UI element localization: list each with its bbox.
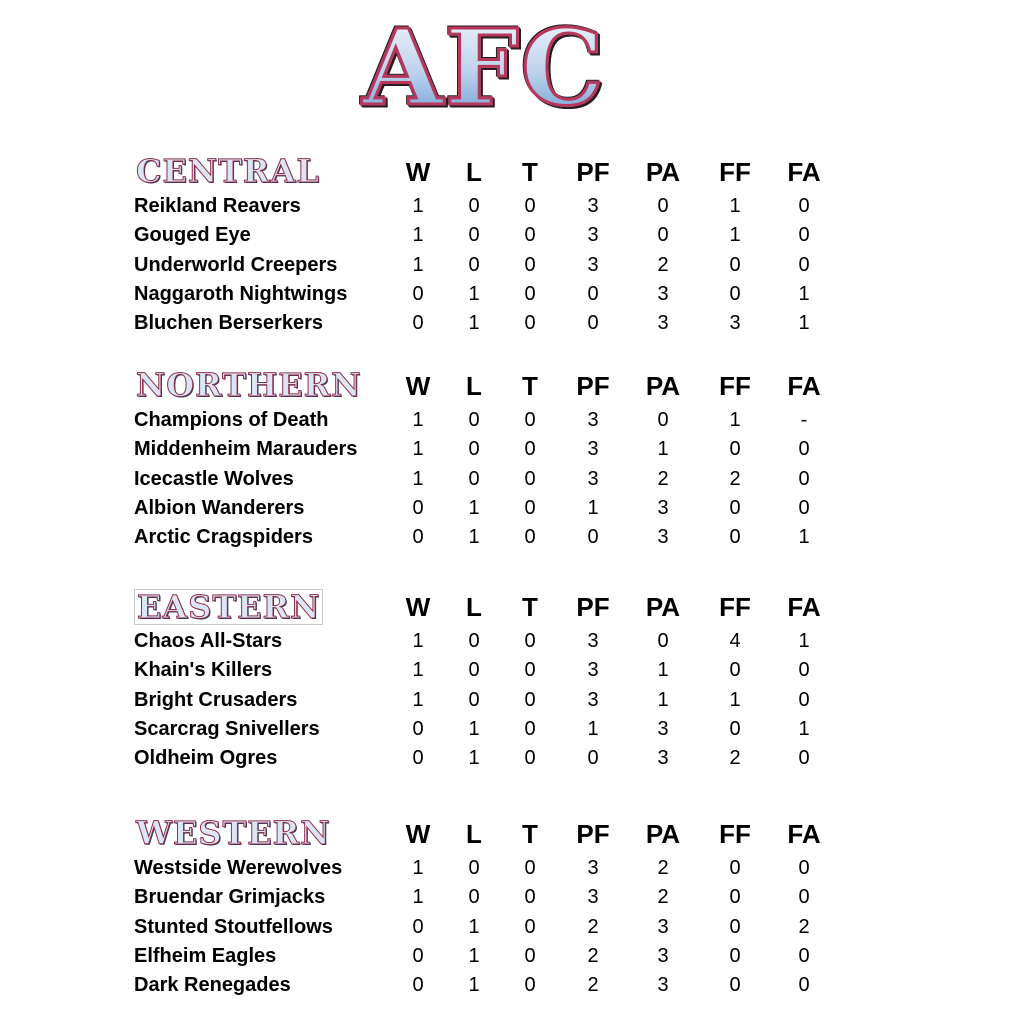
stat-fa: 1 — [798, 282, 810, 305]
col-head-l: L — [466, 371, 482, 401]
col-head-t: T — [522, 157, 538, 187]
team-name: Bright Crusaders — [134, 688, 298, 711]
stat-l: 0 — [468, 253, 480, 276]
stat-fa: 0 — [798, 467, 810, 490]
table-row — [134, 251, 854, 280]
title-initial: CENTRAL — [136, 152, 320, 190]
stat-l: 1 — [468, 944, 480, 967]
division-title — [134, 816, 332, 850]
division-header — [134, 814, 854, 854]
table-row — [134, 883, 854, 912]
stat-fa: 0 — [798, 224, 810, 247]
stat-t: 0 — [524, 630, 536, 652]
table-row — [134, 221, 854, 250]
stat-pf: 0 — [587, 747, 599, 770]
team-name: Albion Wanderers — [134, 496, 305, 519]
table-row — [134, 309, 854, 338]
stat-fa: 0 — [798, 857, 810, 879]
table-row — [134, 523, 854, 552]
stat-w: 1 — [412, 857, 424, 879]
team-name: Scarcrag Snivellers — [134, 717, 320, 740]
col-head-t: T — [522, 371, 538, 401]
stat-fa: 0 — [798, 974, 810, 997]
col-head-fa: FA — [787, 592, 821, 622]
division-western — [134, 814, 854, 1000]
col-head-l: L — [466, 157, 482, 187]
stat-pa: 0 — [657, 224, 669, 247]
stat-l: 1 — [468, 312, 480, 335]
stat-l: 1 — [468, 496, 480, 519]
stat-ff: 0 — [729, 857, 741, 879]
stat-ff: 2 — [729, 747, 741, 770]
stat-l: 1 — [468, 974, 480, 997]
table-row — [134, 854, 854, 883]
stat-pf: 1 — [587, 717, 599, 740]
col-head-pa: PA — [645, 157, 681, 187]
stat-pf: 2 — [587, 915, 599, 938]
stat-t: 0 — [524, 944, 536, 967]
col-head-pf: PF — [576, 157, 610, 187]
stat-l: 0 — [468, 409, 480, 431]
stat-l: 0 — [468, 886, 480, 909]
stat-w: 1 — [412, 438, 424, 461]
stat-pa: 0 — [657, 195, 669, 217]
stat-ff: 0 — [729, 253, 741, 276]
stat-fa: 1 — [798, 312, 810, 335]
team-name: Reikland Reavers — [134, 195, 301, 217]
stat-l: 0 — [468, 195, 480, 217]
stat-pa: 3 — [657, 526, 669, 549]
team-name: Middenheim Marauders — [134, 438, 358, 461]
stat-pa: 1 — [657, 688, 669, 711]
table-row — [134, 744, 854, 773]
team-name: Icecastle Wolves — [134, 467, 294, 490]
stat-pa: 2 — [657, 857, 669, 879]
division-eastern — [134, 587, 854, 773]
stat-w: 1 — [412, 688, 424, 711]
stat-t: 0 — [524, 688, 536, 711]
stat-l: 0 — [468, 438, 480, 461]
stat-pf: 3 — [587, 467, 599, 490]
table-row — [134, 192, 854, 221]
stat-w: 1 — [412, 659, 424, 682]
stat-ff: 1 — [729, 195, 741, 217]
col-head-t: T — [522, 592, 538, 622]
col-head-t: T — [522, 819, 538, 849]
stat-fa: 1 — [798, 630, 810, 652]
division-title — [134, 154, 322, 188]
team-rows — [134, 627, 854, 773]
stat-pf: 2 — [587, 944, 599, 967]
stat-fa: 2 — [798, 915, 810, 938]
team-rows — [134, 406, 854, 552]
stat-t: 0 — [524, 659, 536, 682]
stat-pf: 1 — [587, 496, 599, 519]
stat-ff: 0 — [729, 915, 741, 938]
stat-w: 0 — [412, 312, 424, 335]
stat-fa: 0 — [798, 438, 810, 461]
table-row — [134, 656, 854, 685]
team-name: Naggaroth Nightwings — [134, 282, 348, 305]
title-initial: WESTERN — [136, 814, 331, 852]
col-head-pa: PA — [645, 819, 681, 849]
stat-fa: 0 — [798, 688, 810, 711]
col-head-pa: PA — [645, 592, 681, 622]
stat-w: 1 — [412, 224, 424, 247]
team-name: Champions of Death — [134, 409, 329, 431]
table-row — [134, 465, 854, 494]
stat-pf: 0 — [587, 526, 599, 549]
col-head-w: W — [405, 157, 431, 187]
table-row — [134, 627, 854, 656]
division-central — [134, 152, 854, 338]
col-head-fa: FA — [787, 819, 821, 849]
stat-pf: 0 — [587, 282, 599, 305]
team-name: Dark Renegades — [134, 974, 291, 997]
division-header — [134, 587, 854, 627]
stat-fa: 0 — [798, 944, 810, 967]
stat-ff: 1 — [729, 688, 741, 711]
stat-t: 0 — [524, 717, 536, 740]
team-name: Oldheim Ogres — [134, 747, 278, 770]
stat-pf: 3 — [587, 857, 599, 879]
stat-fa: 0 — [798, 195, 810, 217]
stat-l: 0 — [468, 467, 480, 490]
stat-pf: 3 — [587, 253, 599, 276]
col-head-ff: FF — [719, 592, 751, 622]
stat-l: 1 — [468, 282, 480, 305]
col-head-pa: PA — [645, 371, 681, 401]
stat-fa: 0 — [798, 253, 810, 276]
title-initial: NORTHERN — [136, 366, 362, 404]
table-row — [134, 280, 854, 309]
stat-w: 0 — [412, 496, 424, 519]
team-rows — [134, 192, 854, 338]
stat-ff: 0 — [729, 438, 741, 461]
stat-w: 0 — [412, 944, 424, 967]
stat-pf: 3 — [587, 688, 599, 711]
division-title — [134, 368, 363, 402]
stat-t: 0 — [524, 526, 536, 549]
team-name: Chaos All-Stars — [134, 630, 283, 652]
col-head-fa: FA — [787, 371, 821, 401]
stat-pa: 0 — [657, 409, 669, 431]
stat-ff: 0 — [729, 282, 741, 305]
col-head-pf: PF — [576, 819, 610, 849]
col-head-w: W — [405, 592, 431, 622]
team-name: Elfheim Eagles — [134, 944, 277, 967]
stat-fa: 0 — [798, 886, 810, 909]
stat-pf: 3 — [587, 195, 599, 217]
col-head-ff: FF — [719, 371, 751, 401]
col-head-ff: FF — [719, 157, 751, 187]
table-row — [134, 715, 854, 744]
stat-ff: 0 — [729, 526, 741, 549]
stat-fa: 0 — [798, 747, 810, 770]
stat-t: 0 — [524, 915, 536, 938]
stat-pa: 1 — [657, 438, 669, 461]
stat-t: 0 — [524, 467, 536, 490]
stat-w: 1 — [412, 195, 424, 217]
table-row — [134, 406, 854, 435]
stat-pf: 0 — [587, 312, 599, 335]
stat-l: 1 — [468, 717, 480, 740]
table-row — [134, 971, 854, 1000]
stat-pa: 2 — [657, 253, 669, 276]
team-name: Bruendar Grimjacks — [134, 886, 326, 909]
stat-pf: 3 — [587, 630, 599, 652]
stat-w: 0 — [412, 526, 424, 549]
team-name: Arctic Cragspiders — [134, 526, 313, 549]
stat-fa: - — [800, 409, 808, 431]
table-row — [134, 942, 854, 971]
stat-l: 0 — [468, 224, 480, 247]
stat-t: 0 — [524, 974, 536, 997]
col-head-ff: FF — [719, 819, 751, 849]
stat-pa: 2 — [657, 886, 669, 909]
stat-ff: 0 — [729, 717, 741, 740]
stat-pa: 0 — [657, 630, 669, 652]
stat-pa: 3 — [657, 496, 669, 519]
table-row — [134, 435, 854, 464]
stat-ff: 0 — [729, 659, 741, 682]
stat-pa: 3 — [657, 915, 669, 938]
col-head-w: W — [405, 371, 431, 401]
division-northern — [134, 366, 854, 552]
stat-l: 1 — [468, 747, 480, 770]
title-initial: EASTERN — [137, 588, 321, 626]
team-rows — [134, 854, 854, 1000]
stat-t: 0 — [524, 886, 536, 909]
stat-pa: 3 — [657, 282, 669, 305]
stat-t: 0 — [524, 224, 536, 247]
stat-l: 0 — [468, 630, 480, 652]
stat-fa: 0 — [798, 659, 810, 682]
stat-ff: 3 — [729, 312, 741, 335]
stat-l: 1 — [468, 526, 480, 549]
stat-pa: 3 — [657, 974, 669, 997]
stat-l: 0 — [468, 659, 480, 682]
col-head-l: L — [466, 819, 482, 849]
col-head-w: W — [405, 819, 431, 849]
stat-l: 1 — [468, 915, 480, 938]
division-header — [134, 366, 854, 406]
afc-logo — [362, 6, 606, 129]
col-head-pf: PF — [576, 592, 610, 622]
stat-pa: 3 — [657, 944, 669, 967]
stat-w: 1 — [412, 253, 424, 276]
stat-fa: 1 — [798, 717, 810, 740]
stat-ff: 0 — [729, 944, 741, 967]
stat-ff: 2 — [729, 467, 741, 490]
table-row — [134, 494, 854, 523]
stat-t: 0 — [524, 496, 536, 519]
stat-fa: 1 — [798, 526, 810, 549]
stat-t: 0 — [524, 409, 536, 431]
stat-pa: 3 — [657, 312, 669, 335]
stat-w: 1 — [412, 467, 424, 490]
stat-t: 0 — [524, 312, 536, 335]
stat-pa: 3 — [657, 717, 669, 740]
col-head-pf: PF — [576, 371, 610, 401]
stat-pf: 3 — [587, 886, 599, 909]
stat-pf: 3 — [587, 409, 599, 431]
team-name: Gouged Eye — [134, 224, 251, 247]
stat-w: 0 — [412, 282, 424, 305]
stat-t: 0 — [524, 857, 536, 879]
table-row — [134, 686, 854, 715]
team-name: Westside Werewolves — [134, 857, 343, 879]
col-head-l: L — [466, 592, 482, 622]
team-name: Stunted Stoutfellows — [134, 915, 333, 938]
stat-pa: 1 — [657, 659, 669, 682]
stat-pa: 3 — [657, 747, 669, 770]
stat-t: 0 — [524, 438, 536, 461]
stat-w: 0 — [412, 747, 424, 770]
division-title — [134, 589, 323, 625]
stat-l: 0 — [468, 688, 480, 711]
stat-t: 0 — [524, 282, 536, 305]
stat-t: 0 — [524, 195, 536, 217]
stat-ff: 1 — [729, 409, 741, 431]
stat-pa: 2 — [657, 467, 669, 490]
stat-ff: 1 — [729, 224, 741, 247]
stat-t: 0 — [524, 253, 536, 276]
stat-l: 0 — [468, 857, 480, 879]
stat-pf: 3 — [587, 659, 599, 682]
stat-ff: 0 — [729, 496, 741, 519]
division-header — [134, 152, 854, 192]
stat-w: 1 — [412, 630, 424, 652]
stat-w: 1 — [412, 886, 424, 909]
stat-t: 0 — [524, 747, 536, 770]
team-name: Bluchen Berserkers — [134, 312, 323, 335]
logo-text: AFC — [362, 6, 606, 129]
stat-pf: 2 — [587, 974, 599, 997]
stat-w: 0 — [412, 915, 424, 938]
stat-ff: 4 — [729, 630, 741, 652]
stat-ff: 0 — [729, 974, 741, 997]
team-name: Khain's Killers — [134, 659, 273, 682]
table-row — [134, 913, 854, 942]
stat-w: 0 — [412, 974, 424, 997]
stat-pf: 3 — [587, 438, 599, 461]
stat-fa: 0 — [798, 496, 810, 519]
team-name: Underworld Creepers — [134, 253, 338, 276]
stat-w: 0 — [412, 717, 424, 740]
col-head-fa: FA — [787, 157, 821, 187]
stat-pf: 3 — [587, 224, 599, 247]
stat-ff: 0 — [729, 886, 741, 909]
stat-w: 1 — [412, 409, 424, 431]
